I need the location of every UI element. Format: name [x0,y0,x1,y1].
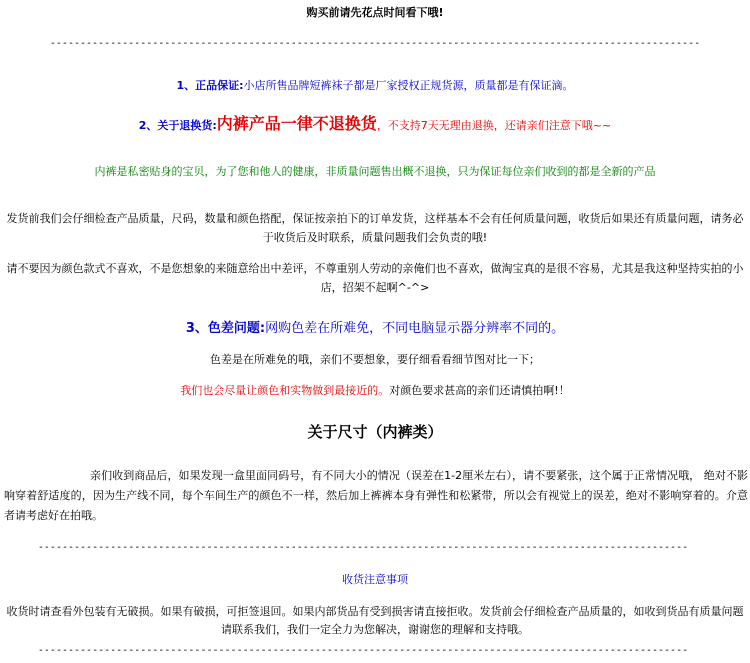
section-returns-highlight: 内裤产品一律不退换货 [216,114,377,133]
page-title: 购买前请先花点时间看下哦! [306,6,444,19]
color-promise [0,384,750,398]
size-paragraph: 亲们收到商品后，如果发现一盒里面同码号，有不同大小的情况（误差在1-2厘米左右），请不要紧张，这个属于正常情况哦， 绝对不影响穿着舒适度的，因为生产线不同，每个车间生产的颜色不一样，然后加上裤裤本身有弹性和松紧带，所以会有视觉上的误差，绝对不影响穿着的。介意者请考虑好在拍哦。 [4,469,748,522]
section-returns-label: 2、关于退换货: [138,119,217,132]
divider-middle: ------------------------------------------------------------------------------------------------------------ [37,542,689,553]
receipt-paragraph: 收货时请查看外包装有无破损。如果有破损，可拒签退回。如果内部货品有受到损害请直接拒收。发货前会仔细检查产品质量的，如收到货品有质量问题请联系我们，我们一定全力为您解决，谢谢您的理解和支持哦。 [6,605,744,636]
section-genuine-label: 1、正品保证: [176,79,244,92]
color-promise-tail: 对颜色要求甚高的亲们还请慎拍啊!！ [389,384,570,397]
receipt-section-title: 收货注意事项 [342,573,408,586]
color-promise-red: 我们也会尽量让颜色和实物做到最接近的。 [180,384,390,397]
section-color-text: 网购色差在所难免，不同电脑显示器分辨率不同的。 [265,321,565,336]
quality-check-paragraph: 发货前我们会仔细检查产品质量，尺码，数量和颜色搭配，保证按亲拍下的订单发货，这样基本不会有任何质量问题，收货后如果还有质量问题，请务必于收货后及时联系，质量问题我们会负责的哦! [6,212,744,244]
hygiene-note: 内裤是私密贴身的宝贝，为了您和他人的健康，非质量问题售出概不退换，只为保证每位亲们收到的都是全新的产品 [94,165,656,178]
section-genuine-text: 小店所售品牌短裤袜子都是厂家授权正规货源，质量都是有保证滴。 [243,79,574,92]
section-returns [0,114,750,136]
section-color [0,320,750,338]
divider-bottom: ------------------------------------------------------------------------------------------------------------ [37,645,689,656]
divider-top: ------------------------------------------------------------------------------------------------------------ [49,38,701,49]
section-genuine [0,79,750,93]
color-difference-note: 色差是在所难免的哦，亲们不要想象，要仔细看看细节图对比一下； [210,353,540,366]
size-section-title: 关于尺寸（内裤类） [307,423,443,441]
review-request-paragraph: 请不要因为颜色款式不喜欢，不是您想象的来随意给出中差评，不尊重别人劳动的亲俺们也不喜欢，做淘宝真的是很不容易，尤其是我这种坚持实拍的小店，招架不起啊^-^> [6,262,744,294]
section-color-label: 3、色差问题: [185,321,266,336]
section-returns-tail: ，不支持7天无理由退换，还请亲们注意下哦~~ [376,119,612,132]
